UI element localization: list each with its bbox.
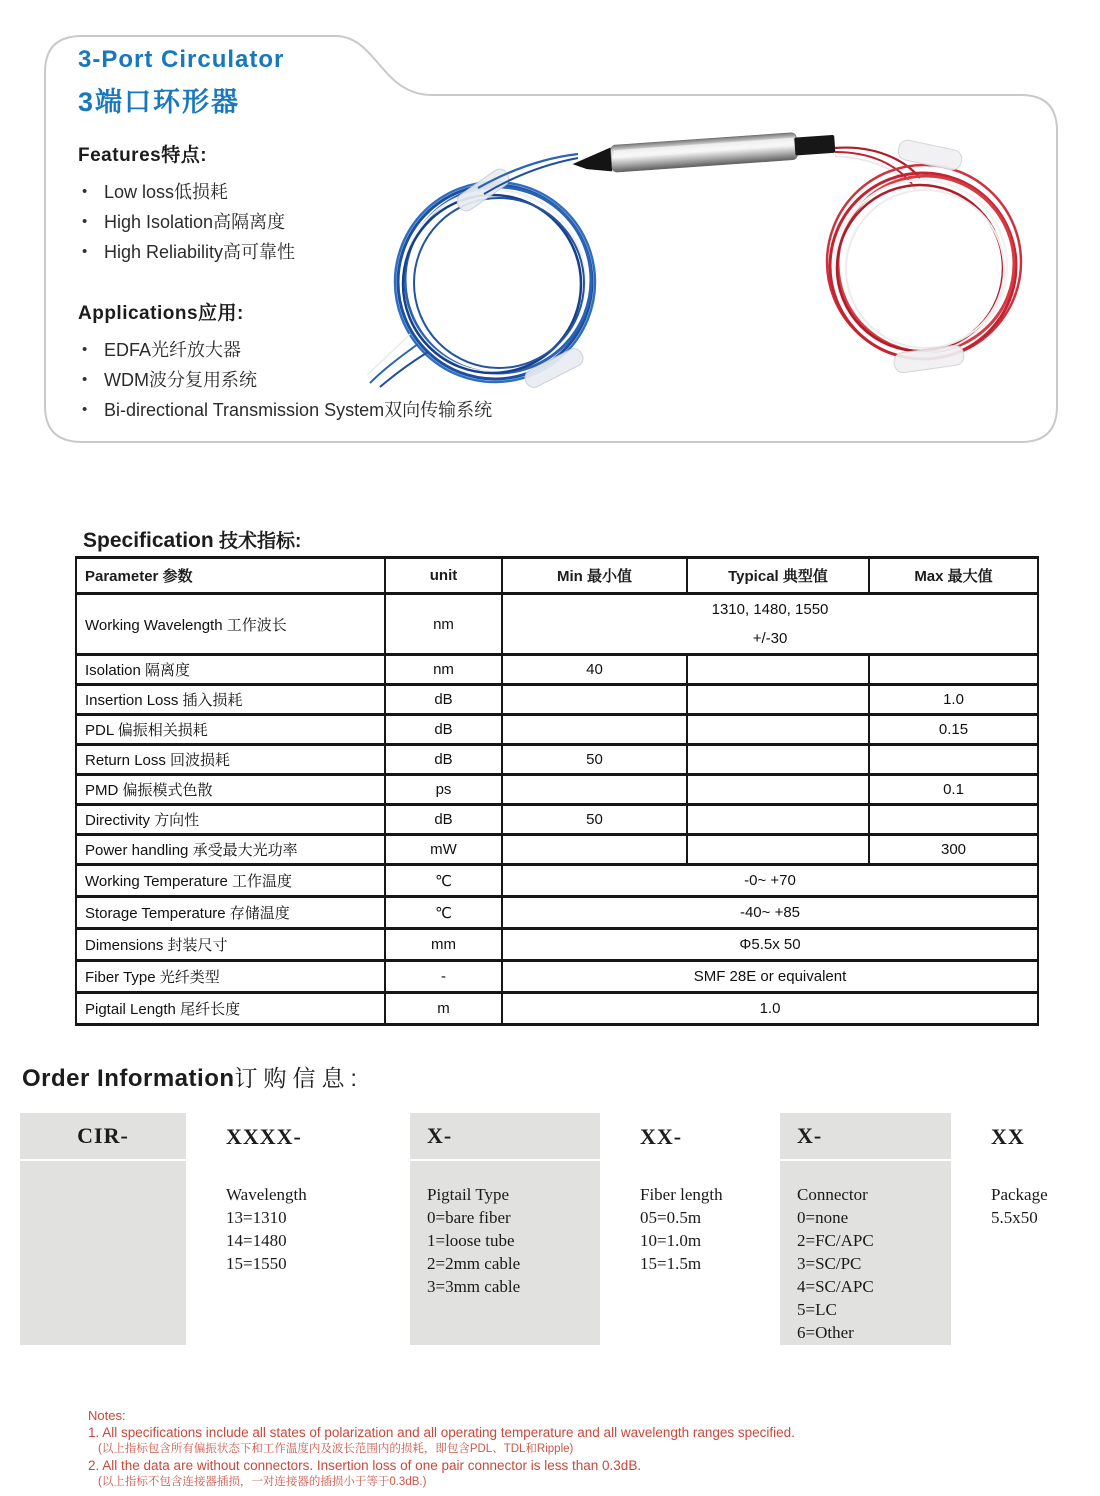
spec-max <box>869 655 1038 685</box>
spec-merged-line: +/-30 <box>752 630 788 647</box>
order-line: Wavelength <box>226 1185 307 1204</box>
order-column <box>186 1113 410 1345</box>
spec-col-header: Min 最小值 <box>502 558 687 594</box>
spec-merged-value <box>502 897 1038 929</box>
spec-param: Working Temperature 工作温度 <box>76 865 385 897</box>
spec-max: 0.15 <box>869 715 1038 745</box>
order-line: 10=1.0m <box>640 1231 702 1250</box>
spec-col-header: unit <box>385 558 502 594</box>
order-heading <box>22 1060 363 1093</box>
order-heading-cn: 订购信息: <box>234 1065 363 1091</box>
note-line-cn: (以上指标不包含连接器插损，一对连接器的插损小于等于0.3dB.) <box>98 1476 427 1488</box>
spec-row <box>76 897 1038 929</box>
spec-merged-value <box>502 865 1038 897</box>
order-line: 2=FC/APC <box>797 1231 874 1250</box>
spec-table-body <box>76 594 1038 1025</box>
features-list <box>78 177 295 267</box>
order-line: 3=3mm cable <box>427 1277 521 1296</box>
order-column-body <box>20 1161 186 1183</box>
spec-row <box>76 993 1038 1025</box>
spec-min <box>502 715 687 745</box>
spec-min: 50 <box>502 745 687 775</box>
fiber-coil-red <box>827 139 1021 374</box>
order-code: XX- <box>640 1124 683 1149</box>
spec-col-header: Parameter 参数 <box>76 558 385 594</box>
spec-param: Insertion Loss 插入损耗 <box>76 685 385 715</box>
order-column-body <box>780 1161 951 1344</box>
features-label: Features特点: <box>78 145 208 166</box>
spec-row <box>76 655 1038 685</box>
spec-row <box>76 865 1038 897</box>
spec-merged-line: SMF 28E or equivalent <box>693 968 847 985</box>
spec-typical <box>687 655 869 685</box>
order-line: 05=0.5m <box>640 1208 702 1227</box>
circulator-body <box>571 130 835 175</box>
spec-min <box>502 775 687 805</box>
spec-param: Fiber Type 光纤类型 <box>76 961 385 993</box>
order-heading-en: Order Information <box>22 1065 235 1092</box>
spec-row <box>76 715 1038 745</box>
order-column-body <box>186 1161 410 1275</box>
spec-max <box>869 745 1038 775</box>
spec-max: 300 <box>869 835 1038 865</box>
spec-merged-line: -40~ +85 <box>739 904 801 921</box>
spec-unit: dB <box>385 805 502 835</box>
notes-label: Notes: <box>88 1408 126 1423</box>
spec-merged-line: Φ5.5x 50 <box>739 936 801 953</box>
order-line: 15=1.5m <box>640 1254 702 1273</box>
product-title <box>78 46 284 119</box>
order-line: 3=SC/PC <box>797 1254 862 1273</box>
spec-unit: ℃ <box>385 897 502 929</box>
order-column-body <box>951 1161 1082 1229</box>
notes-list <box>88 1424 1028 1490</box>
spec-param: PDL 偏振相关损耗 <box>76 715 385 745</box>
spec-merged-line: -0~ +70 <box>744 872 796 889</box>
spec-unit: dB <box>385 745 502 775</box>
order-column-body <box>600 1161 780 1275</box>
order-line: 6=Other <box>797 1323 854 1342</box>
spec-merged-value <box>502 993 1038 1025</box>
spec-min: 50 <box>502 805 687 835</box>
product-photo <box>358 100 1058 388</box>
spec-unit: mW <box>385 835 502 865</box>
specification-heading <box>83 526 301 553</box>
order-table <box>20 1113 1082 1345</box>
order-column <box>951 1113 1082 1345</box>
spec-header-row <box>76 558 1038 594</box>
spec-unit: nm <box>385 594 502 655</box>
spec-unit: dB <box>385 715 502 745</box>
spec-typical <box>687 805 869 835</box>
order-line: Connector <box>797 1185 868 1204</box>
spec-param: Pigtail Length 尾纤长度 <box>76 993 385 1025</box>
order-line: Pigtail Type <box>427 1185 510 1204</box>
application-item: • WDM波分复用系统 <box>78 365 492 395</box>
spec-param: Power handling 承受最大光功率 <box>76 835 385 865</box>
spec-max <box>869 805 1038 835</box>
specification-heading-cn: 技术指标: <box>213 531 302 552</box>
application-item: • Bi-directional Transmission System双向传输系统 <box>78 395 492 425</box>
spec-max: 0.1 <box>869 775 1038 805</box>
order-line: 0=bare fiber <box>427 1208 511 1227</box>
spec-typical <box>687 715 869 745</box>
feature-item: • Low loss低损耗 <box>78 177 295 207</box>
spec-unit: nm <box>385 655 502 685</box>
product-title-en: 3-Port Circulator <box>78 46 285 73</box>
fiber-coil-blue <box>367 166 595 388</box>
spec-unit: dB <box>385 685 502 715</box>
specification-heading-en: Specification <box>83 529 214 552</box>
spec-merged-line: 1.0 <box>759 1000 781 1017</box>
order-code: CIR- <box>20 1113 186 1161</box>
spec-merged-value <box>502 961 1038 993</box>
order-line: 13=1310 <box>226 1208 287 1227</box>
note-line-en: 2. All the data are without connectors. Insertion loss of one pair connector is less than 0.3dB. <box>88 1458 642 1473</box>
spec-typical <box>687 745 869 775</box>
spec-unit: mm <box>385 929 502 961</box>
note-line-en: 1. All specifications include all states of polarization and all operating temperature and all wavelength ranges specified. <box>88 1425 795 1440</box>
specification-table <box>75 556 1039 1026</box>
spec-param: Storage Temperature 存储温度 <box>76 897 385 929</box>
order-line: 5.5x50 <box>991 1208 1038 1227</box>
spec-param: Directivity 方向性 <box>76 805 385 835</box>
order-code: X- <box>780 1113 951 1161</box>
order-line: 14=1480 <box>226 1231 287 1250</box>
order-line: 4=SC/APC <box>797 1277 874 1296</box>
spec-row <box>76 685 1038 715</box>
spec-row <box>76 594 1038 655</box>
features-section <box>78 140 295 267</box>
spec-row <box>76 961 1038 993</box>
spec-param: Working Wavelength 工作波长 <box>76 594 385 655</box>
order-column <box>780 1113 951 1345</box>
order-line: Fiber length <box>640 1185 723 1204</box>
order-column-body <box>410 1161 600 1298</box>
spec-min <box>502 835 687 865</box>
product-title-cn: 3端口环形器 <box>78 87 241 117</box>
spec-row <box>76 745 1038 775</box>
spec-unit: ps <box>385 775 502 805</box>
spec-param: PMD 偏振模式色散 <box>76 775 385 805</box>
spec-max: 1.0 <box>869 685 1038 715</box>
spec-min: 40 <box>502 655 687 685</box>
order-line: 0=none <box>797 1208 849 1227</box>
order-code: XX <box>991 1124 1025 1149</box>
order-line: 15=1550 <box>226 1254 287 1273</box>
header-card <box>40 30 1070 450</box>
spec-row <box>76 835 1038 865</box>
spec-merged-value <box>502 594 1038 655</box>
order-line: Package <box>991 1185 1048 1204</box>
spec-param: Return Loss 回波损耗 <box>76 745 385 775</box>
spec-param: Isolation 隔离度 <box>76 655 385 685</box>
order-code: XXXX- <box>226 1124 302 1149</box>
order-column <box>20 1113 186 1345</box>
spec-typical <box>687 685 869 715</box>
spec-typical <box>687 835 869 865</box>
order-line: 1=loose tube <box>427 1231 515 1250</box>
spec-row <box>76 775 1038 805</box>
order-line: 2=2mm cable <box>427 1254 521 1273</box>
note-line-cn: (以上指标包含所有偏振状态下和工作温度内及波长范围内的损耗，即包含PDL、TDL和Ripple) <box>98 1443 574 1455</box>
spec-param: Dimensions 封装尺寸 <box>76 929 385 961</box>
order-line: 5=LC <box>797 1300 837 1319</box>
feature-item: • High Isolation高隔离度 <box>78 207 295 237</box>
spec-col-header: Max 最大值 <box>869 558 1038 594</box>
spec-col-header: Typical 典型值 <box>687 558 869 594</box>
spec-merged-value <box>502 929 1038 961</box>
application-item: • EDFA光纤放大器 <box>78 335 492 365</box>
spec-row <box>76 805 1038 835</box>
spec-row <box>76 929 1038 961</box>
feature-item: • High Reliability高可靠性 <box>78 237 295 267</box>
spec-unit: - <box>385 961 502 993</box>
spec-min <box>502 685 687 715</box>
order-code: X- <box>410 1113 600 1161</box>
applications-label: Applications应用: <box>78 303 244 324</box>
spec-merged-line: 1310, 1480, 1550 <box>711 601 829 618</box>
spec-typical <box>687 775 869 805</box>
order-column <box>410 1113 600 1345</box>
spec-unit: m <box>385 993 502 1025</box>
notes-section <box>88 1408 1028 1490</box>
order-column <box>600 1113 780 1345</box>
spec-unit: ℃ <box>385 865 502 897</box>
